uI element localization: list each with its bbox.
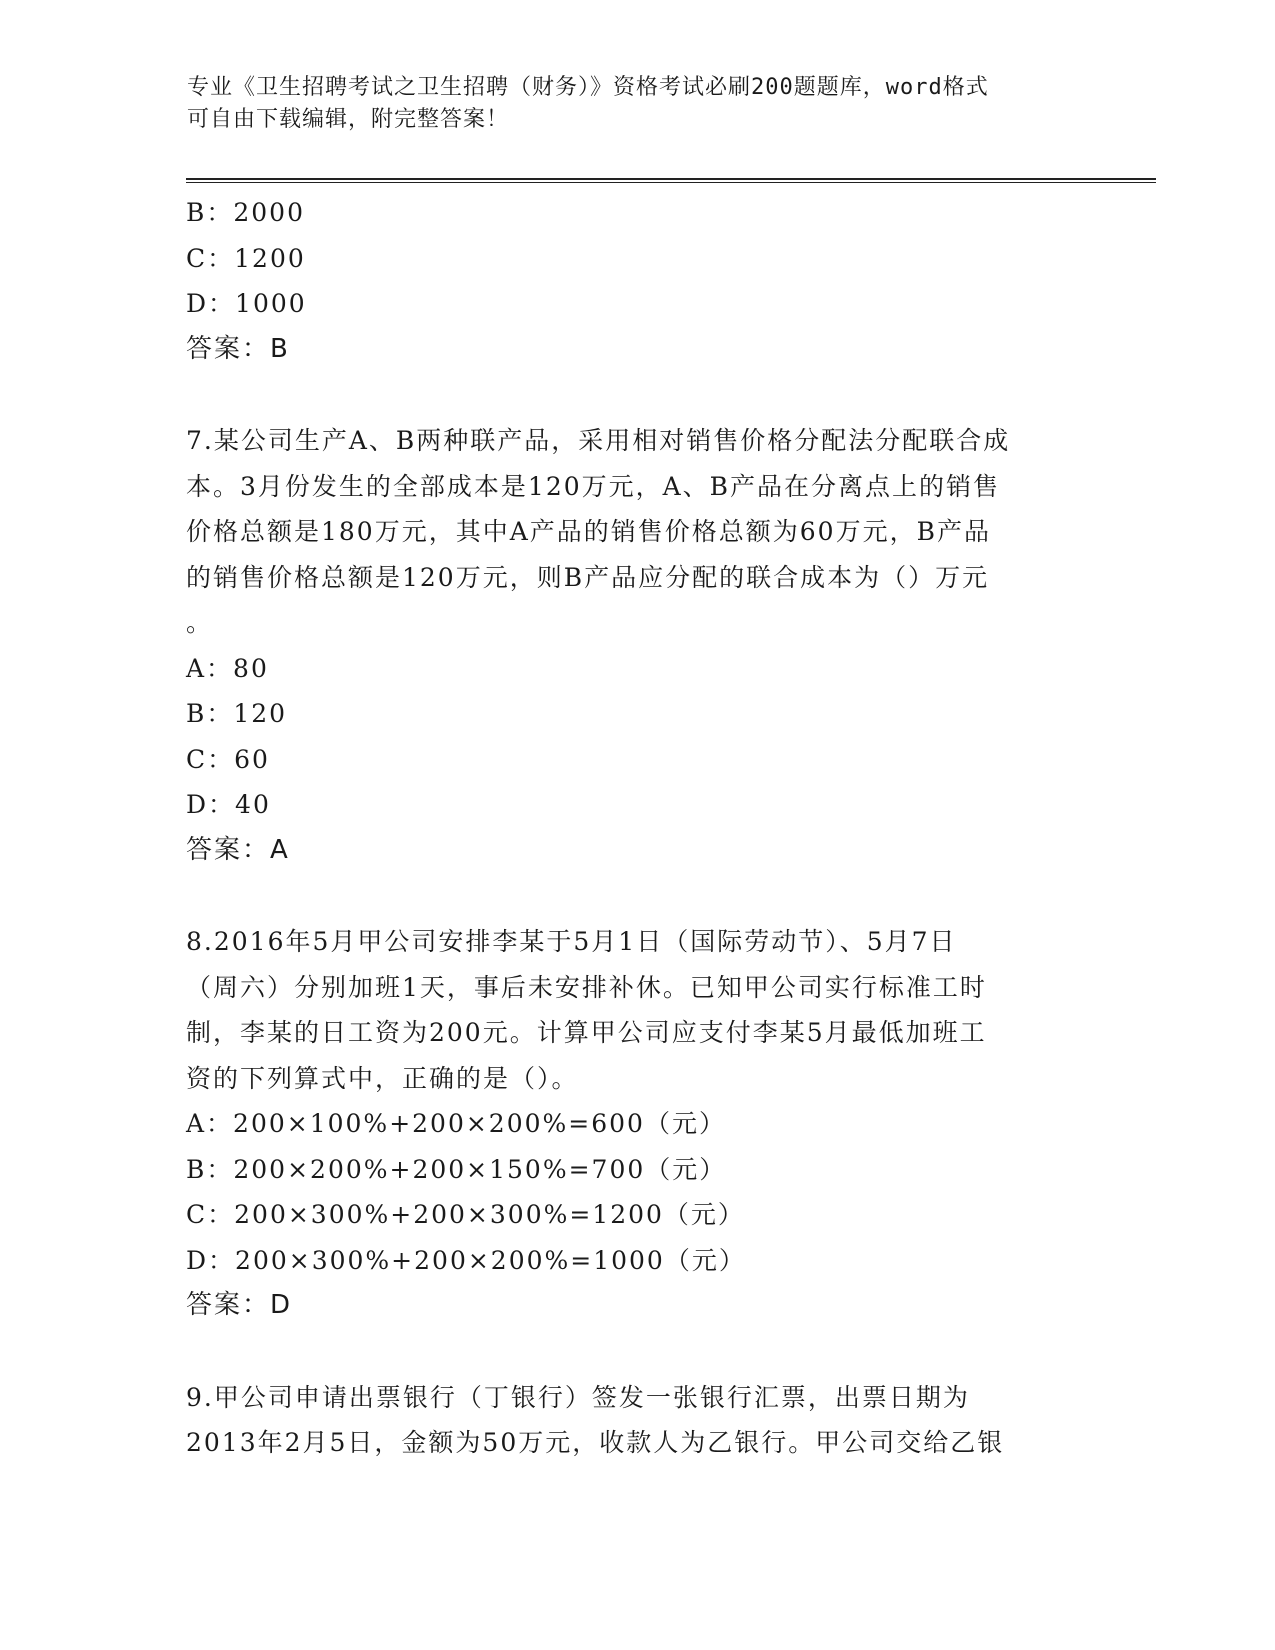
option-d: D：200×300%+200×200%=1000（元） <box>186 1245 746 1275</box>
question-stem-line: 资的下列算式中，正确的是（）。 <box>186 1063 579 1093</box>
question-stem-line: 8.2016年5月甲公司安排李某于5月1日（国际劳动节）、5月7日 <box>186 927 957 956</box>
question-7 <box>186 418 1086 873</box>
option-a: A：200×100%+200×200%=600（元） <box>186 1109 726 1138</box>
document-header <box>187 72 1067 136</box>
header-line-2: 可自由下载编辑，附完整答案！ <box>187 107 510 132</box>
option-c: C：200×300%+200×300%=1200（元） <box>186 1200 745 1229</box>
header-divider-thin <box>186 182 1156 183</box>
option-c: C：1200 <box>186 243 306 273</box>
option-d: D：40 <box>186 790 271 819</box>
header-line-1: 专业《卫生招聘考试之卫生招聘（财务）》资格考试必刷200题题库，word格式 <box>187 75 989 100</box>
question-stem-line: 。 <box>186 608 214 637</box>
answer: 答案：A <box>186 834 290 865</box>
option-b: B：2000 <box>186 198 305 227</box>
document-body <box>186 190 1086 1466</box>
question-9 <box>186 1375 1086 1466</box>
answer: 答案：D <box>186 1290 293 1320</box>
header-divider-thick <box>186 178 1156 180</box>
option-a: A：80 <box>186 653 269 683</box>
option-d: D：1000 <box>186 289 307 318</box>
question-stem-line: （周六）分别加班1天，事后未安排补休。已知甲公司实行标准工时 <box>186 972 987 1002</box>
option-b: B：200×200%+200×150%=700（元） <box>186 1154 727 1184</box>
option-c: C：60 <box>186 744 270 774</box>
question-stem-line: 价格总额是180万元，其中A产品的销售价格总额为60万元，B产品 <box>186 517 991 546</box>
question-stem-line: 2013年2月5日，金额为50万元，收款人为乙银行。甲公司交给乙银 <box>186 1428 1005 1457</box>
question-stem-line: 制，李某的日工资为200元。计算甲公司应支付李某5月最低加班工 <box>186 1018 987 1047</box>
question-stem-line: 9.甲公司申请出票银行（丁银行）签发一张银行汇票，出票日期为 <box>186 1382 970 1412</box>
question-6-tail <box>186 190 1086 372</box>
question-stem-line: 的销售价格总额是120万元，则B产品应分配的联合成本为（）万元 <box>186 562 990 592</box>
question-stem-line: 本。3月份发生的全部成本是120万元，A、B产品在分离点上的销售 <box>186 471 1001 501</box>
question-stem-line: 7.某公司生产A、B两种联产品，采用相对销售价格分配法分配联合成 <box>186 426 1011 455</box>
option-b: B：120 <box>186 699 288 728</box>
answer: 答案：B <box>186 333 290 364</box>
question-8 <box>186 919 1086 1329</box>
